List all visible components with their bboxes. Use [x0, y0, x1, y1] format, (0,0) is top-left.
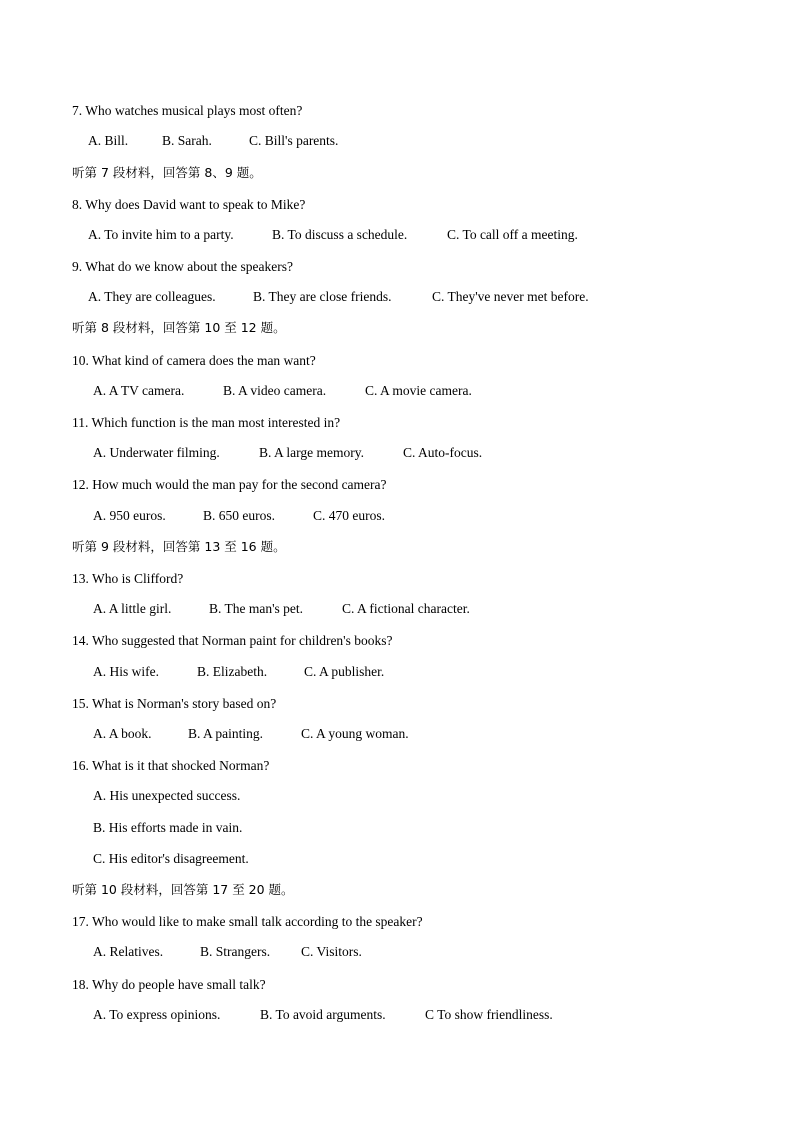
option-c: C. They've never met before.: [432, 289, 589, 304]
question-16: 16. What is it that shocked Norman?: [72, 758, 270, 773]
option-c: C. A young woman.: [301, 726, 409, 741]
option-b: B. A video camera.: [223, 383, 327, 398]
question-7: 7. Who watches musical plays most often?: [72, 103, 303, 118]
option-a: A. A little girl.: [93, 601, 172, 616]
option-a: A. A book.: [93, 726, 152, 741]
option-a: A. They are colleagues.: [88, 289, 216, 304]
option-a: A. 950 euros.: [93, 508, 166, 523]
option-a: A. Underwater filming.: [93, 445, 220, 460]
option-c: C To show friendliness.: [425, 1007, 553, 1022]
question-18: 18. Why do people have small talk?: [72, 977, 266, 992]
option-b: B. They are close friends.: [253, 289, 392, 304]
option-b: B. A painting.: [188, 726, 264, 741]
option-c: C. A publisher.: [304, 664, 385, 679]
question-10: 10. What kind of camera does the man want?: [72, 353, 316, 368]
option-c: C. A fictional character.: [342, 601, 470, 616]
option-b: B. Strangers.: [200, 944, 271, 959]
option-b: B. 650 euros.: [203, 508, 275, 523]
option-c: C. Auto-focus.: [403, 445, 483, 460]
question-12: 12. How much would the man pay for the second camera?: [72, 477, 387, 492]
option-a: A. To invite him to a party.: [88, 227, 234, 242]
option-b: B. To discuss a schedule.: [272, 227, 408, 242]
option-c: C. His editor's disagreement.: [93, 851, 249, 866]
option-c: C. To call off a meeting.: [447, 227, 578, 242]
option-b: B. A large memory.: [259, 445, 364, 460]
option-a: A. Bill.: [88, 133, 129, 148]
section-heading-8: 听第 8 段材料，回答第 10 至 12 题。: [72, 320, 286, 335]
option-b: B. To avoid arguments.: [260, 1007, 386, 1022]
option-c: C. 470 euros.: [313, 508, 385, 523]
section-heading-9: 听第 9 段材料，回答第 13 至 16 题。: [72, 539, 286, 554]
option-c: C. Visitors.: [301, 944, 362, 959]
question-17: 17. Who would like to make small talk according to the speaker?: [72, 914, 423, 929]
option-b: B. Sarah.: [162, 133, 212, 148]
option-c: C. Bill's parents.: [249, 133, 339, 148]
option-a: A. Relatives.: [93, 944, 164, 959]
option-b: B. The man's pet.: [209, 601, 304, 616]
section-heading-10: 听第 10 段材料，回答第 17 至 20 题。: [72, 882, 294, 897]
option-a: A. His wife.: [93, 664, 159, 679]
question-14: 14. Who suggested that Norman paint for children's books?: [72, 633, 393, 648]
option-a: A. His unexpected success.: [93, 788, 241, 803]
question-15: 15. What is Norman's story based on?: [72, 696, 277, 711]
question-8: 8. Why does David want to speak to Mike?: [72, 197, 306, 212]
question-9: 9. What do we know about the speakers?: [72, 259, 293, 274]
option-b: B. His efforts made in vain.: [93, 820, 243, 835]
question-13: 13. Who is Clifford?: [72, 571, 184, 586]
section-heading-7: 听第 7 段材料，回答第 8、9 题。: [72, 165, 262, 180]
option-a: A. A TV camera.: [93, 383, 185, 398]
option-b: B. Elizabeth.: [197, 664, 268, 679]
option-c: C. A movie camera.: [365, 383, 472, 398]
question-11: 11. Which function is the man most interested in?: [72, 415, 341, 430]
option-a: A. To express opinions.: [93, 1007, 221, 1022]
